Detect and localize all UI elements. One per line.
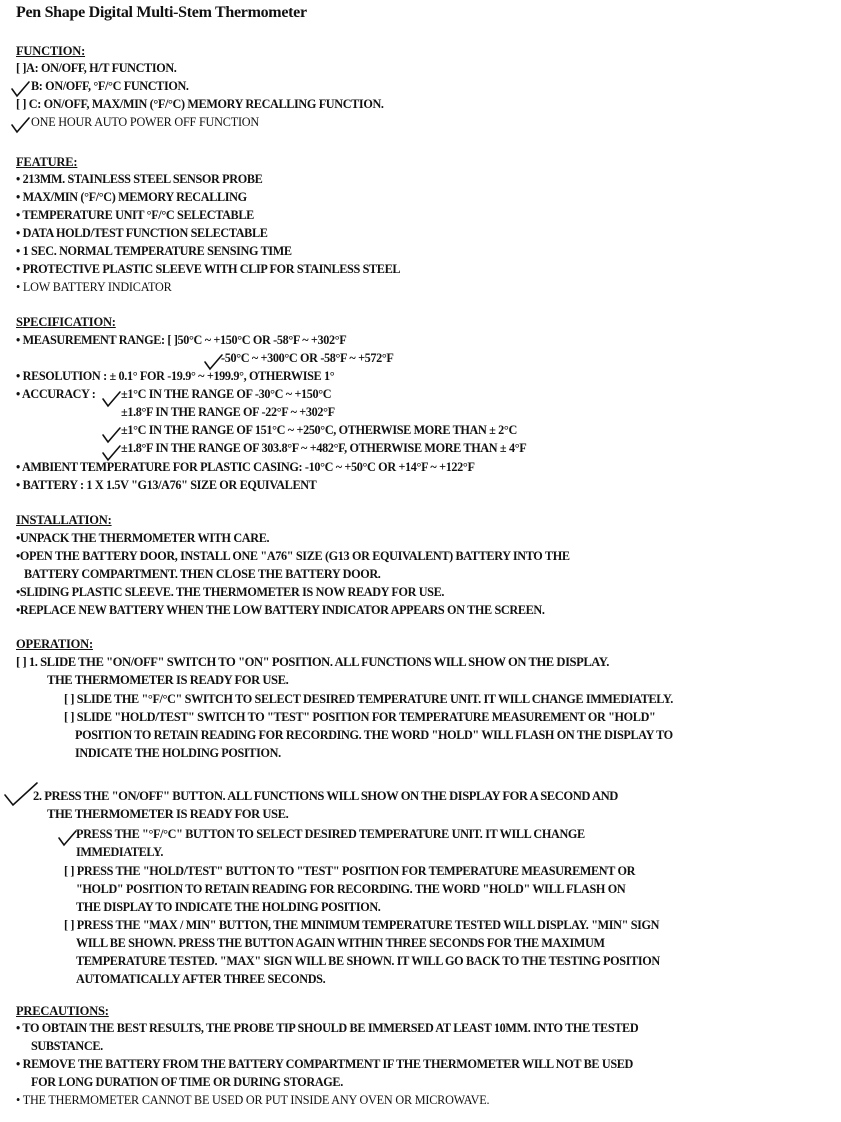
feature-heading: FEATURE: — [16, 155, 78, 169]
spec-line: • BATTERY : 1 X 1.5V "G13/A76" SIZE OR EQUIVALENT — [16, 478, 317, 492]
operation-line: WILL BE SHOWN. PRESS THE BUTTON AGAIN WITHIN THREE SECONDS FOR THE MAXIMUM — [76, 936, 605, 950]
operation-line: INDICATE THE HOLDING POSITION. — [75, 746, 281, 760]
installation-line: •REPLACE NEW BATTERY WHEN THE LOW BATTERY INDICATOR APPEARS ON THE SCREEN. — [16, 603, 545, 617]
checkmark-icon — [101, 426, 123, 444]
precaution-line: • REMOVE THE BATTERY FROM THE BATTERY COMPARTMENT IF THE THERMOMETER WILL NOT BE USED — [16, 1057, 634, 1071]
function-heading: FUNCTION: — [16, 44, 86, 58]
operation-line: 2. PRESS THE "ON/OFF" BUTTON. ALL FUNCTIONS WILL SHOW ON THE DISPLAY FOR A SECOND AND — [33, 789, 618, 803]
operation-line: POSITION TO RETAIN READING FOR RECORDING. THE WORD "HOLD" WILL FLASH ON THE DISPLAY TO — [75, 728, 673, 742]
spec-line: • ACCURACY : — [16, 387, 96, 401]
operation-line: "HOLD" POSITION TO RETAIN READING FOR RECORDING. THE WORD "HOLD" WILL FLASH ON — [76, 882, 626, 896]
function-item: [ ] C: ON/OFF, MAX/MIN (°F/°C) MEMORY RECALLING FUNCTION. — [16, 97, 384, 111]
feature-item: • TEMPERATURE UNIT °F/°C SELECTABLE — [16, 208, 254, 222]
specification-heading: SPECIFICATION: — [16, 315, 116, 329]
operation-heading: OPERATION: — [16, 637, 93, 651]
feature-item: • 1 SEC. NORMAL TEMPERATURE SENSING TIME — [16, 244, 292, 258]
operation-line: THE THERMOMETER IS READY FOR USE. — [47, 807, 289, 821]
precaution-line: • THE THERMOMETER CANNOT BE USED OR PUT INSIDE ANY OVEN OR MICROWAVE. — [16, 1093, 490, 1107]
spec-line: ±1.8°F IN THE RANGE OF -22°F ~ +302°F — [121, 405, 335, 419]
operation-line: PRESS THE "°F/°C" BUTTON TO SELECT DESIRED TEMPERATURE UNIT. IT WILL CHANGE — [76, 827, 585, 841]
operation-line: [ ] PRESS THE "MAX / MIN" BUTTON, THE MINIMUM TEMPERATURE TESTED WILL DISPLAY. "MIN" SIGN — [64, 918, 660, 932]
feature-item: • PROTECTIVE PLASTIC SLEEVE WITH CLIP FOR STAINLESS STEEL — [16, 262, 401, 276]
operation-line: TEMPERATURE TESTED. "MAX" SIGN WILL BE SHOWN. IT WILL GO BACK TO THE TESTING POSITION — [76, 954, 660, 968]
installation-line: •UNPACK THE THERMOMETER WITH CARE. — [16, 531, 270, 545]
installation-line: •SLIDING PLASTIC SLEEVE. THE THERMOMETER IS NOW READY FOR USE. — [16, 585, 445, 599]
spec-line: • MEASUREMENT RANGE: [ ]50°C ~ +150°C OR -58°F ~ +302°F — [16, 333, 347, 347]
operation-line: AUTOMATICALLY AFTER THREE SECONDS. — [76, 972, 326, 986]
precaution-line: FOR LONG DURATION OF TIME OR DURING STORAGE. — [31, 1075, 343, 1089]
function-item: [ ]A: ON/OFF, H/T FUNCTION. — [16, 61, 177, 75]
operation-line: THE DISPLAY TO INDICATE THE HOLDING POSITION. — [76, 900, 381, 914]
spec-line: ±1°C IN THE RANGE OF 151°C ~ +250°C, OTHERWISE MORE THAN ± 2°C — [121, 423, 517, 437]
document-title: Pen Shape Digital Multi-Stem Thermometer — [16, 4, 307, 21]
operation-line: [ ] 1. SLIDE THE "ON/OFF" SWITCH TO "ON" POSITION. ALL FUNCTIONS WILL SHOW ON THE DISPLAY. — [16, 655, 609, 669]
spec-line: ±1°C IN THE RANGE OF -30°C ~ +150°C — [121, 387, 332, 401]
operation-line: [ ] SLIDE "HOLD/TEST" SWITCH TO "TEST" POSITION FOR TEMPERATURE MEASUREMENT OR "HOLD" — [64, 710, 656, 724]
feature-item: • LOW BATTERY INDICATOR — [16, 280, 172, 294]
spec-line: ±1.8°F IN THE RANGE OF 303.8°F ~ +482°F, OTHERWISE MORE THAN ± 4°F — [121, 441, 527, 455]
function-item: B: ON/OFF, °F/°C FUNCTION. — [31, 79, 189, 93]
installation-heading: INSTALLATION: — [16, 513, 112, 527]
spec-line: • AMBIENT TEMPERATURE FOR PLASTIC CASING: -10°C ~ +50°C OR +14°F ~ +122°F — [16, 460, 475, 474]
operation-line: IMMEDIATELY. — [76, 845, 164, 859]
operation-line: [ ] SLIDE THE "°F/°C" SWITCH TO SELECT DESIRED TEMPERATURE UNIT. IT WILL CHANGE IMMEDIATELY. — [64, 692, 673, 706]
feature-item: • MAX/MIN (°F/°C) MEMORY RECALLING — [16, 190, 247, 204]
checkmark-icon — [10, 80, 32, 98]
precaution-line: • TO OBTAIN THE BEST RESULTS, THE PROBE TIP SHOULD BE IMMERSED AT LEAST 10MM. INTO THE TESTED — [16, 1021, 639, 1035]
function-item: ONE HOUR AUTO POWER OFF FUNCTION — [31, 115, 260, 129]
feature-item: • 213MM. STAINLESS STEEL SENSOR PROBE — [16, 172, 263, 186]
precautions-heading: PRECAUTIONS: — [16, 1004, 109, 1018]
spec-line: -50°C ~ +300°C OR -58°F ~ +572°F — [221, 351, 394, 365]
feature-item: • DATA HOLD/TEST FUNCTION SELECTABLE — [16, 226, 268, 240]
precaution-line: SUBSTANCE. — [31, 1039, 103, 1053]
spec-line: • RESOLUTION : ± 0.1° FOR -19.9° ~ +199.9°, OTHERWISE 1° — [16, 369, 335, 383]
checkmark-icon — [10, 116, 32, 134]
installation-line: BATTERY COMPARTMENT. THEN CLOSE THE BATTERY DOOR. — [24, 567, 381, 581]
operation-line: [ ] PRESS THE "HOLD/TEST" BUTTON TO "TEST" POSITION FOR TEMPERATURE MEASUREMENT OR — [64, 864, 636, 878]
installation-line: •OPEN THE BATTERY DOOR, INSTALL ONE "A76" SIZE (G13 OR EQUIVALENT) BATTERY INTO THE — [16, 549, 570, 563]
operation-line: THE THERMOMETER IS READY FOR USE. — [47, 673, 289, 687]
checkmark-icon — [101, 390, 123, 408]
